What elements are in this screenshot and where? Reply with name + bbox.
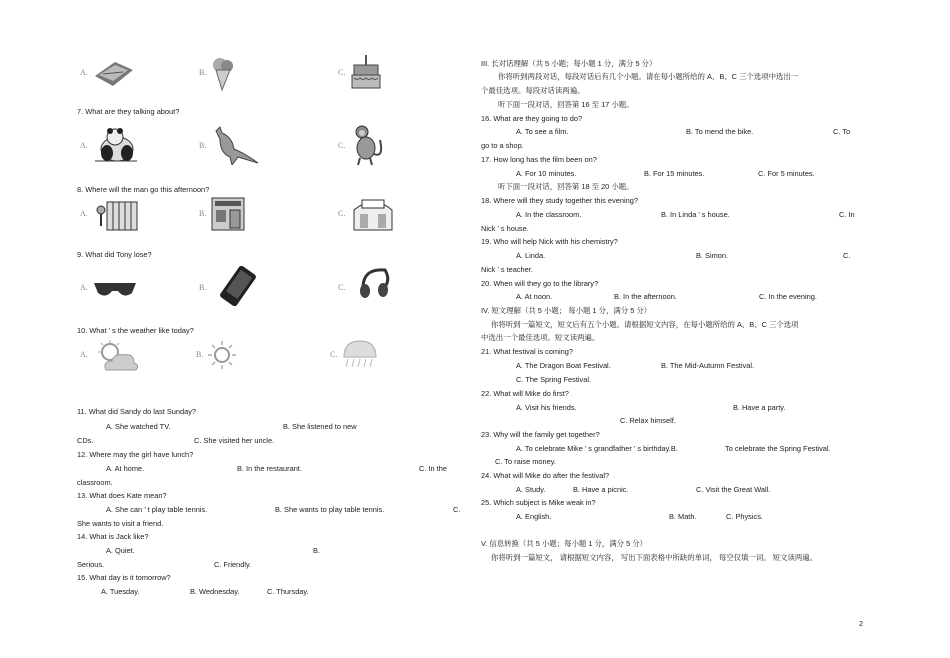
library-picture — [350, 194, 396, 234]
option-b: B. Simon. — [696, 251, 729, 260]
option-a: A. In the classroom. — [516, 210, 582, 219]
panda-picture — [93, 127, 139, 163]
section-4-title: IV. 短文理解（共 5 小题； 每小题 1 分，满分 5 分） — [481, 306, 652, 315]
question-15: 15. What day is it tomorrow? — [77, 573, 171, 582]
option-label: A. — [80, 209, 88, 218]
option-c-continued: Nick ’ s house. — [481, 224, 529, 233]
option-b: B. Have a picnic. — [573, 485, 629, 494]
option-a: A. The Dragon Boat Festival. — [516, 361, 611, 370]
option-label: B. — [199, 283, 207, 292]
option-b: B. For 15 minutes. — [644, 169, 705, 178]
question-12: 12. Where may the girl have lunch? — [77, 450, 194, 459]
question-24: 24. What will Mike do after the festival? — [481, 471, 610, 480]
option-c: C. For 5 minutes. — [758, 169, 815, 178]
option-label: B. — [199, 141, 207, 150]
option-c: C. In the — [419, 464, 447, 473]
option-b: B. In the afternoon. — [614, 292, 677, 301]
option-c-continued: classroom. — [77, 478, 113, 487]
option-b-continued: CDs. — [77, 436, 94, 445]
notebook-picture — [93, 58, 135, 88]
section-3-instructions: 你将听到两段对话，每段对话后有几个小题。请在每小题所给的 A、B、C 三个选项中选出一 — [498, 72, 799, 81]
option-a: A. At noon. — [516, 292, 553, 301]
option-label: A. — [80, 68, 88, 77]
option-a: A. At home. — [106, 464, 145, 473]
cake-picture — [351, 54, 381, 90]
dialogue-2-instruction: 听下面一段对话，回答第 18 至 20 小题。 — [498, 182, 634, 191]
option-c-continued: She wants to visit a friend. — [77, 519, 164, 528]
question-22: 22. What will Mike do first? — [481, 389, 569, 398]
option-a: A. Study. — [516, 485, 546, 494]
option-c: C. To — [833, 127, 851, 136]
option-c: C. Physics. — [726, 512, 763, 521]
monkey-picture — [350, 124, 384, 166]
dialogue-1-instruction: 听下面一段对话，回答第 16 至 17 小题。 — [498, 100, 634, 109]
section-5-title: V. 信息转换（共 5 小题；每小题 1 分，满分 5 分） — [481, 539, 648, 548]
option-label: B. — [199, 209, 207, 218]
option-label: B. — [199, 68, 207, 77]
option-b: B. To mend the bike. — [686, 127, 754, 136]
option-b: To celebrate the Spring Festival. — [725, 444, 831, 453]
question-21: 21. What festival is coming? — [481, 347, 574, 356]
section-3-instructions-continued: 个最佳选项。每段对话读两遍。 — [481, 86, 585, 95]
mobile-phone-picture — [218, 266, 258, 306]
question-20: 20. When will they go to the library? — [481, 279, 599, 288]
option-b: B. — [313, 546, 320, 555]
shop-picture — [210, 196, 246, 232]
option-label: A. — [80, 350, 88, 359]
question-25: 25. Which subject is Mike weak in? — [481, 498, 596, 507]
option-b: B. In Linda ’ s house. — [661, 210, 730, 219]
question-13: 13. What does Kate mean? — [77, 491, 167, 500]
option-label: C. — [338, 283, 346, 292]
option-a: A. She can ’ t play table tennis. — [106, 505, 208, 514]
option-a: A. She watched TV. — [106, 422, 171, 431]
sunglasses-picture — [93, 279, 137, 299]
option-b: B. She listened to new — [283, 422, 357, 431]
question-10: 10. What ’ s the weather like today? — [77, 326, 194, 335]
option-c-continued: Nick ’ s teacher. — [481, 265, 533, 274]
rainy-picture — [342, 339, 378, 369]
section-4-instructions: 你将听到一篇短文，短文后有五个小题。请根据短文内容，在每小题所给的 A、B、C 三个选项 — [491, 320, 799, 329]
option-c-continued: go to a shop. — [481, 141, 524, 150]
option-c: C. Friendly. — [214, 560, 252, 569]
option-b: B. Have a party. — [733, 403, 786, 412]
option-label: C. — [338, 68, 346, 77]
option-c: C. Thursday. — [267, 587, 309, 596]
question-9: 9. What did Tony lose? — [77, 250, 152, 259]
option-b: B. In the restaurant. — [237, 464, 302, 473]
option-a: A. Tuesday. — [101, 587, 140, 596]
option-label: A. — [80, 141, 88, 150]
question-17: 17. How long has the film been on? — [481, 155, 597, 164]
option-a: A. Visit his friends. — [516, 403, 577, 412]
zoo-picture — [93, 196, 139, 232]
question-7: 7. What are they talking about? — [77, 107, 180, 116]
headphones-picture — [358, 266, 390, 302]
option-a: A. To celebrate Mike ’ s grandfather ’ s birthday.B. — [516, 444, 678, 453]
sunny-picture — [207, 340, 237, 370]
question-8: 8. Where will the man go this afternoon? — [77, 185, 210, 194]
section-5-instructions: 你将听到一篇短文， 请根据短文内容， 写出下面表格中所缺的单词， 每空仅填一词。 短文读两遍。 — [491, 553, 818, 562]
option-c: C. She visited her uncle. — [194, 436, 275, 445]
option-label: C. — [338, 141, 346, 150]
option-c: C. In the evening. — [759, 292, 817, 301]
option-b: B. Math. — [669, 512, 697, 521]
option-a: A. Quiet. — [106, 546, 135, 555]
section-4-instructions-continued: 中选出一个最佳选项。短文读两遍。 — [481, 333, 600, 342]
option-b: B. The Mid-Autumn Festival. — [661, 361, 755, 370]
question-11: 11. What did Sandy do last Sunday? — [77, 407, 197, 416]
option-a: A. For 10 minutes. — [516, 169, 577, 178]
section-3-title: III. 长对话理解（共 5 小题；每小题 1 分，满分 5 分） — [481, 59, 657, 68]
option-c: C. In — [839, 210, 855, 219]
option-a: A. Linda. — [516, 251, 546, 260]
option-b: B. Wednesday. — [190, 587, 240, 596]
question-23: 23. Why will the family get together? — [481, 430, 600, 439]
page-number: 2 — [859, 619, 864, 628]
kangaroo-picture — [210, 125, 260, 165]
option-label: C. — [338, 209, 346, 218]
option-c: C. Visit the Great Wall. — [696, 485, 771, 494]
option-a: A. English. — [516, 512, 552, 521]
option-b-continued: Serious. — [77, 560, 105, 569]
ice-cream-picture — [210, 56, 236, 92]
option-c: C. Relax himself. — [620, 416, 676, 425]
option-label: C. — [330, 350, 338, 359]
option-c: C. The Spring Festival. — [516, 375, 592, 384]
option-label: A. — [80, 283, 88, 292]
option-a: A. To see a film. — [516, 127, 569, 136]
option-b: B. She wants to play table tennis. — [275, 505, 385, 514]
question-18: 18. Where will they study together this evening? — [481, 196, 638, 205]
option-c: C. — [843, 251, 851, 260]
question-16: 16. What are they going to do? — [481, 114, 583, 123]
cloudy-sunny-picture — [94, 340, 140, 374]
option-c: C. To raise money. — [495, 457, 556, 466]
option-label: B. — [196, 350, 204, 359]
question-19: 19. Who will help Nick with his chemistry? — [481, 237, 618, 246]
question-14: 14. What is Jack like? — [77, 532, 149, 541]
option-c: C. — [453, 505, 461, 514]
